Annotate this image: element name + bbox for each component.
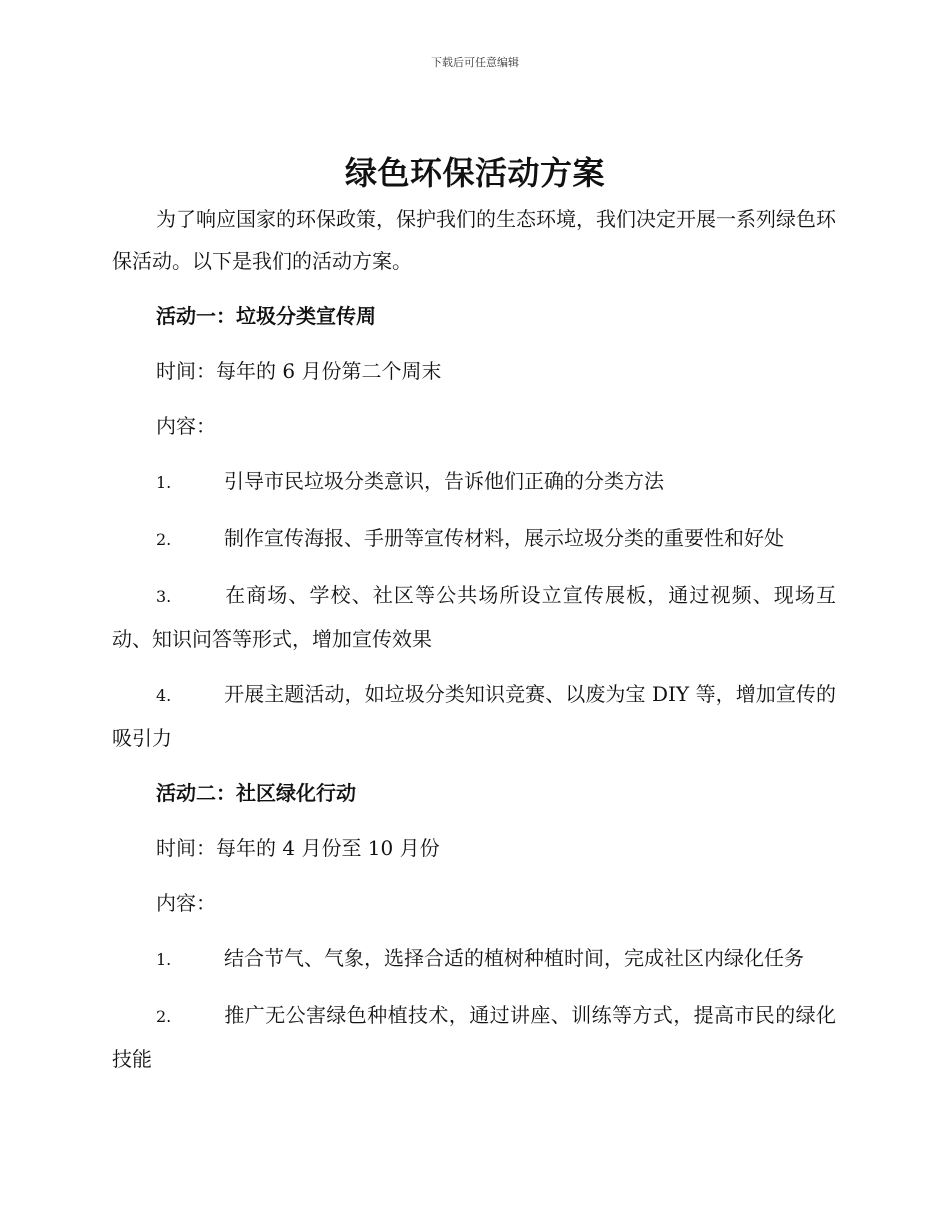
activity1-heading: 活动一：垃圾分类宣传周 [156, 304, 376, 328]
activity2-heading: 活动二：社区绿化行动 [156, 781, 356, 805]
header-note: 下载后可任意编辑 [431, 56, 519, 69]
activity1-content-label: 内容： [156, 414, 216, 438]
list-number: 3. [156, 587, 172, 606]
list-number: 4. [156, 686, 172, 705]
list-text: 推广无公害绿色种植技术，通过讲座、训练等方式，提高市民的绿化技能 [112, 1003, 836, 1071]
intro-paragraph: 为了响应国家的环保政策，保护我们的生态环境，我们决定开展一系列绿色环保活动。以下是我们的活动方案。 [112, 207, 836, 273]
list-item [112, 937, 836, 981]
list-text: 开展主题活动，如垃圾分类知识竞赛、以废为宝 DIY 等，增加宣传的吸引力 [112, 682, 836, 750]
list-text: 引导市民垃圾分类意识，告诉他们正确的分类方法 [224, 469, 664, 493]
list-number: 2. [156, 1007, 172, 1026]
activity2-content-label: 内容： [156, 891, 216, 915]
list-number: 1. [156, 473, 172, 492]
activity1-time: 时间：每年的 6 月份第二个周末 [156, 359, 442, 383]
list-text: 制作宣传海报、手册等宣传材料，展示垃圾分类的重要性和好处 [224, 526, 784, 550]
list-number: 2. [156, 530, 172, 549]
list-item [112, 673, 836, 759]
list-item [112, 517, 836, 561]
list-number: 1. [156, 950, 172, 969]
document-title: 绿色环保活动方案 [344, 154, 605, 192]
list-item [112, 460, 836, 504]
activity2-time: 时间：每年的 4 月份至 10 月份 [156, 836, 440, 860]
list-item [112, 574, 836, 660]
document-body [112, 198, 836, 1093]
list-text: 在商场、学校、社区等公共场所设立宣传展板，通过视频、现场互动、知识问答等形式，增加宣传效果 [112, 583, 836, 651]
list-text: 结合节气、气象，选择合适的植树种植时间，完成社区内绿化任务 [224, 946, 804, 970]
list-item [112, 994, 836, 1080]
